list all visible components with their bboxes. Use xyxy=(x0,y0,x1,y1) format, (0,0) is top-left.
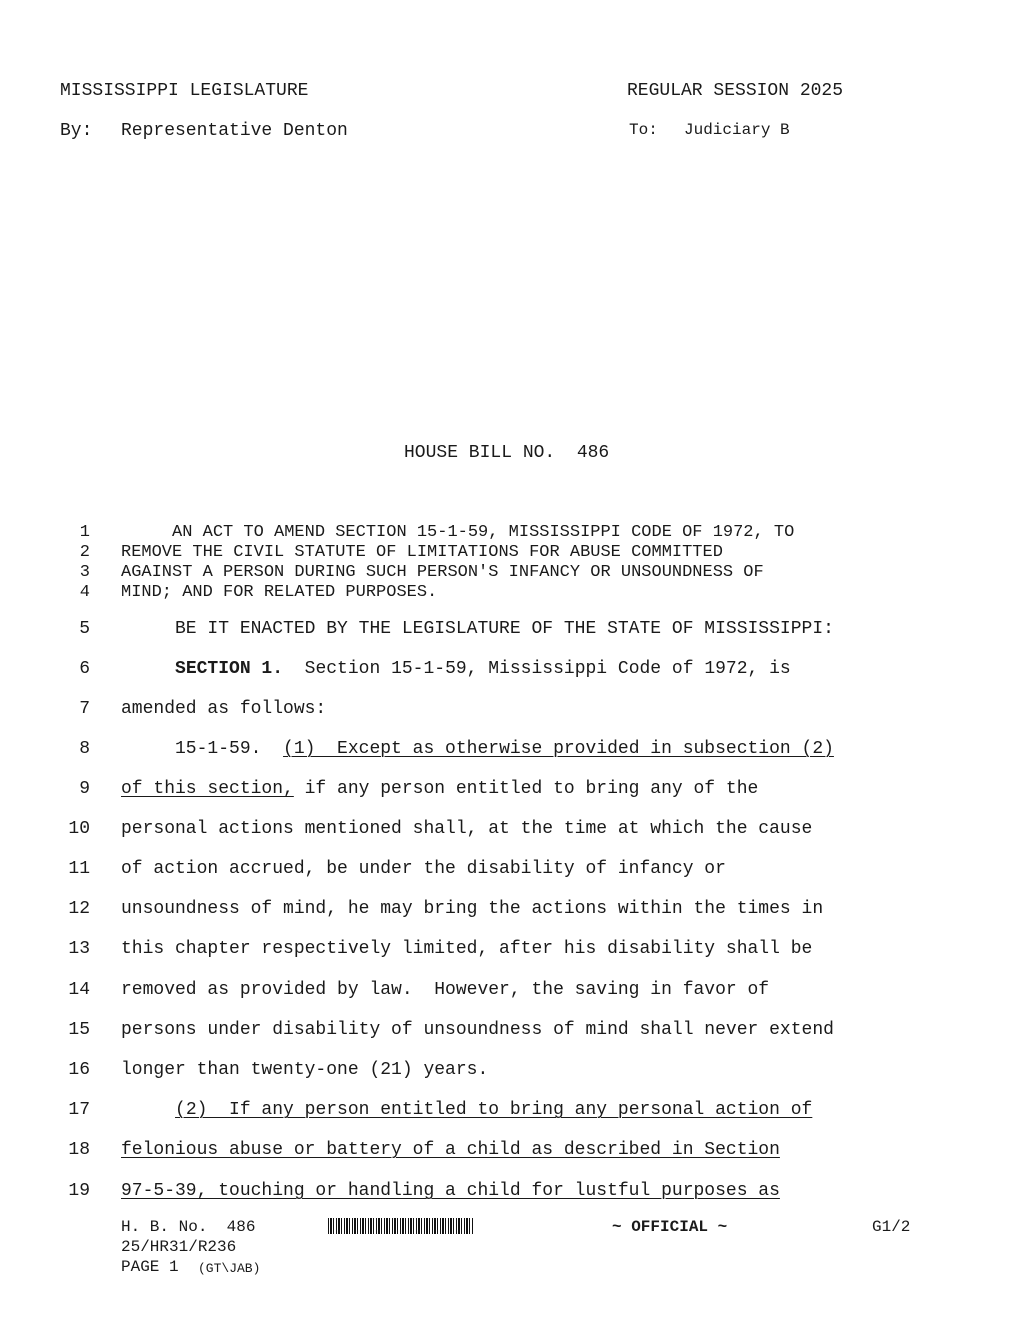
by-label: By: xyxy=(60,121,93,141)
line-text: longer than twenty-one (21) years. xyxy=(121,1060,489,1080)
line-number: 3 xyxy=(79,563,90,582)
bill-line xyxy=(121,659,791,679)
amended-text: (2) If any person entitled to bring any personal action of xyxy=(175,1100,813,1120)
line-text: AN ACT TO AMEND SECTION 15-1-59, MISSISSIPPI CODE OF 1972, TO xyxy=(121,523,795,542)
bill-line xyxy=(121,543,723,562)
footer-bill-ref: H. B. No. 486 xyxy=(121,1218,256,1236)
line-number: 5 xyxy=(79,619,90,639)
line-number: 11 xyxy=(68,859,90,879)
line-text: REMOVE THE CIVIL STATUTE OF LIMITATIONS FOR ABUSE COMMITTED xyxy=(121,543,723,562)
bill-title: HOUSE BILL NO. 486 xyxy=(404,443,610,463)
bill-line xyxy=(121,619,834,639)
bill-line xyxy=(121,699,326,719)
bill-line xyxy=(121,819,812,839)
bill-line xyxy=(121,563,764,582)
line-text: persons under disability of unsoundness of mind shall never extend xyxy=(121,1020,834,1040)
footer-page: PAGE 1 xyxy=(121,1258,179,1276)
line-number: 18 xyxy=(68,1140,90,1160)
line-number: 12 xyxy=(68,899,90,919)
bill-line xyxy=(121,980,769,1000)
line-number: 1 xyxy=(79,523,90,542)
line-text: AGAINST A PERSON DURING SUCH PERSON'S INFANCY OR UNSOUNDNESS OF xyxy=(121,563,764,582)
bill-line xyxy=(121,583,437,602)
line-text: of action accrued, be under the disability of infancy or xyxy=(121,859,726,879)
bill-line xyxy=(121,1060,488,1080)
line-text: unsoundness of mind, he may bring the actions within the times in xyxy=(121,899,824,919)
line-number: 13 xyxy=(68,939,90,959)
line-number: 19 xyxy=(68,1181,90,1201)
bill-line xyxy=(121,1100,812,1120)
section-heading: SECTION 1. xyxy=(175,659,284,679)
bill-line xyxy=(121,1020,834,1040)
amended-text: 97-5-39, touching or handling a child for lustful purposes as xyxy=(121,1181,780,1201)
line-text: Section 15-1-59, Mississippi Code of 1972, is xyxy=(283,659,791,679)
line-number: 7 xyxy=(79,699,90,719)
line-text: 15-1-59. xyxy=(121,739,284,759)
line-number: 14 xyxy=(68,980,90,1000)
line-number: 8 xyxy=(79,739,90,759)
legislature-title: MISSISSIPPI LEGISLATURE xyxy=(60,81,309,101)
line-text: if any person entitled to bring any of the xyxy=(293,779,759,799)
session-label: REGULAR SESSION 2025 xyxy=(627,81,844,101)
line-text: BE IT ENACTED BY THE LEGISLATURE OF THE STATE OF MISSISSIPPI: xyxy=(121,619,834,639)
line-text xyxy=(121,659,175,679)
line-number: 17 xyxy=(68,1100,90,1120)
bill-line xyxy=(121,899,823,919)
line-number: 15 xyxy=(68,1020,90,1040)
amended-text: (1) Except as otherwise provided in subsection (2) xyxy=(283,739,834,759)
line-number: 4 xyxy=(79,583,90,602)
line-text: MIND; AND FOR RELATED PURPOSES. xyxy=(121,583,438,602)
bill-line xyxy=(121,779,758,799)
line-number: 16 xyxy=(68,1060,90,1080)
line-text: this chapter respectively limited, after his disability shall be xyxy=(121,939,813,959)
line-text xyxy=(121,1100,175,1120)
bill-line xyxy=(121,939,812,959)
bill-line xyxy=(121,1181,780,1201)
bill-line xyxy=(121,859,726,879)
footer-initials: (GT\JAB) xyxy=(198,1261,261,1276)
line-number: 10 xyxy=(68,819,90,839)
amended-text: of this section, xyxy=(121,779,294,799)
to-label: To: xyxy=(629,121,658,139)
line-text: personal actions mentioned shall, at the time at which the cause xyxy=(121,819,813,839)
official-label: ~ OFFICIAL ~ xyxy=(612,1218,728,1236)
footer-code: G1/2 xyxy=(872,1218,911,1236)
line-number: 6 xyxy=(79,659,90,679)
line-text: amended as follows: xyxy=(121,699,327,719)
bill-line xyxy=(121,1140,780,1160)
line-text: removed as provided by law. However, the saving in favor of xyxy=(121,980,770,1000)
line-number: 2 xyxy=(79,543,90,562)
bill-line xyxy=(121,739,834,759)
footer-doc-id: 25/HR31/R236 xyxy=(121,1238,237,1256)
line-number: 9 xyxy=(79,779,90,799)
barcode xyxy=(328,1218,474,1234)
committee-name: Judiciary B xyxy=(684,121,790,139)
amended-text: felonious abuse or battery of a child as described in Section xyxy=(121,1140,780,1160)
sponsor-name: Representative Denton xyxy=(121,121,348,141)
bill-line xyxy=(121,523,794,542)
